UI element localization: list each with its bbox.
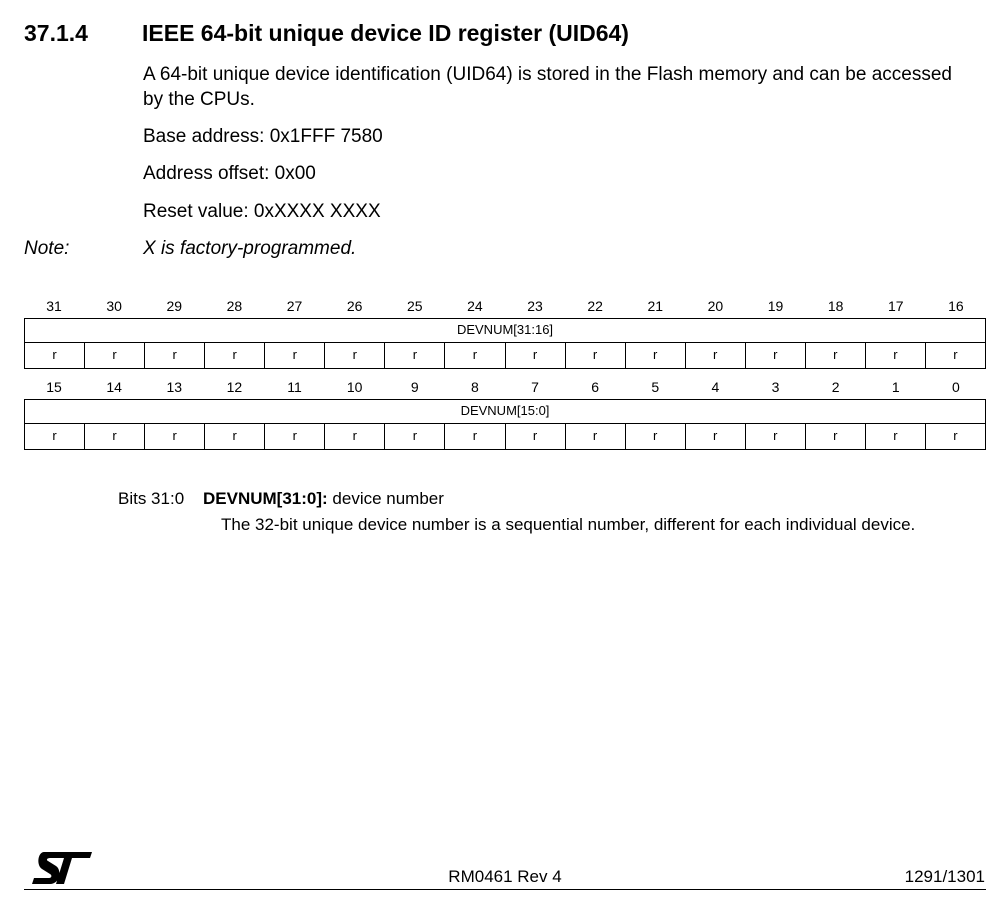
bit-number: 22 xyxy=(587,298,603,314)
access-cell: r xyxy=(385,343,445,368)
bit-number: 0 xyxy=(952,379,960,395)
access-cell: r xyxy=(85,424,145,449)
bit-number: 15 xyxy=(46,379,62,395)
access-cell: r xyxy=(325,424,385,449)
register-upper-half xyxy=(24,294,986,369)
bit-field-name: DEVNUM[31:0]: xyxy=(203,489,328,508)
bit-number: 9 xyxy=(410,379,419,395)
bit-range: Bits 31:0 xyxy=(118,489,185,508)
access-cell: r xyxy=(85,343,145,368)
base-address: Base address: 0x1FFF 7580 xyxy=(143,126,383,147)
access-cell: r xyxy=(145,343,205,368)
bit-number: 25 xyxy=(407,298,423,314)
bit-number: 8 xyxy=(471,379,479,395)
bit-number: 10 xyxy=(346,379,363,395)
footer-document-id: RM0461 Rev 4 xyxy=(448,867,562,886)
access-cell: r xyxy=(506,424,566,449)
intro-paragraph: A 64-bit unique device identification (UID64) is stored in the Flash memory and can be accessed by the CPUs. xyxy=(143,64,952,110)
footer-page-number: 1291/1301 xyxy=(904,867,985,886)
bit-numbers-upper xyxy=(24,294,986,318)
access-row-lower xyxy=(24,424,986,450)
access-cell: r xyxy=(686,424,746,449)
access-cell: r xyxy=(506,343,566,368)
access-cell: r xyxy=(746,343,806,368)
bit-number: 28 xyxy=(226,298,243,314)
access-cell: r xyxy=(566,343,626,368)
reset-value: Reset value: 0xXXXX XXXX xyxy=(143,201,381,222)
bit-numbers-lower xyxy=(24,375,986,399)
bit-number: 21 xyxy=(647,298,664,314)
bit-number: 2 xyxy=(831,379,840,395)
bit-number: 14 xyxy=(106,379,122,395)
bit-number: 19 xyxy=(767,298,784,314)
bit-number: 3 xyxy=(771,379,780,395)
bit-number: 29 xyxy=(166,298,183,314)
access-cell: r xyxy=(686,343,746,368)
note-text: X is factory-programmed. xyxy=(143,238,357,259)
bit-number: 11 xyxy=(287,379,302,395)
register-lower-half xyxy=(24,375,986,450)
access-cell: r xyxy=(205,343,265,368)
access-cell: r xyxy=(265,343,325,368)
bit-number: 26 xyxy=(346,298,363,314)
access-cell: r xyxy=(746,424,806,449)
field-devnum-upper: DEVNUM[31:16] xyxy=(24,318,986,343)
bit-description-header xyxy=(118,488,444,510)
field-devnum-lower: DEVNUM[15:0] xyxy=(24,399,986,424)
access-cell: r xyxy=(385,424,445,449)
bit-number: 20 xyxy=(707,298,724,314)
bit-number: 18 xyxy=(827,298,844,314)
access-cell: r xyxy=(265,424,325,449)
bit-number: 12 xyxy=(226,379,243,395)
bit-number: 7 xyxy=(531,379,539,395)
access-cell: r xyxy=(626,424,686,449)
bit-number: 27 xyxy=(286,298,303,314)
access-row-upper xyxy=(24,343,986,369)
bit-field-title: device number xyxy=(327,489,444,508)
access-cell: r xyxy=(25,424,85,449)
access-cell: r xyxy=(205,424,265,449)
bit-number: 30 xyxy=(106,298,122,314)
access-cell: r xyxy=(445,343,505,368)
section-number: 37.1.4 xyxy=(24,20,88,46)
access-cell: r xyxy=(926,424,986,449)
footer-rule xyxy=(24,889,986,890)
access-cell: r xyxy=(806,343,866,368)
section-title: IEEE 64-bit unique device ID register (UID64) xyxy=(142,20,629,46)
bit-description-body: The 32-bit unique device number is a sequential number, different for each individual device. xyxy=(221,515,916,534)
access-cell: r xyxy=(926,343,986,368)
bit-number: 16 xyxy=(948,298,964,314)
bit-number: 23 xyxy=(527,298,543,314)
access-cell: r xyxy=(566,424,626,449)
access-cell: r xyxy=(145,424,205,449)
access-cell: r xyxy=(626,343,686,368)
note-label: Note: xyxy=(24,238,70,259)
access-cell: r xyxy=(866,343,926,368)
bit-number: 4 xyxy=(711,379,720,395)
bit-number: 24 xyxy=(467,298,483,314)
bit-number: 31 xyxy=(46,298,62,314)
access-cell: r xyxy=(806,424,866,449)
access-cell: r xyxy=(866,424,926,449)
bit-number: 1 xyxy=(891,379,900,395)
bit-number: 17 xyxy=(888,298,904,314)
access-cell: r xyxy=(445,424,505,449)
address-offset: Address offset: 0x00 xyxy=(143,163,316,184)
access-cell: r xyxy=(25,343,85,368)
access-cell: r xyxy=(325,343,385,368)
bit-number: 13 xyxy=(166,379,183,395)
bit-number: 6 xyxy=(591,379,600,395)
bit-number: 5 xyxy=(651,379,660,395)
